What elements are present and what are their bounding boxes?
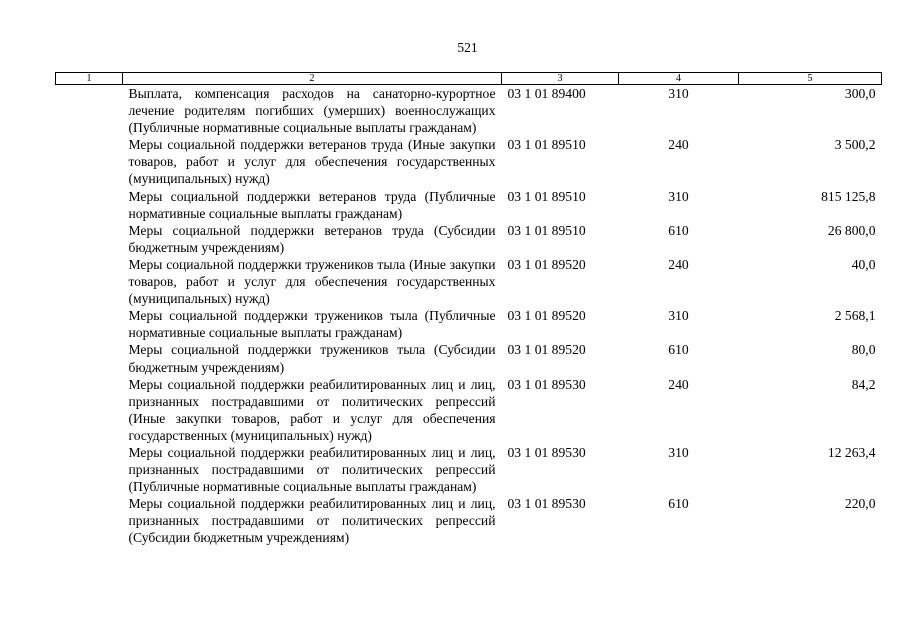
table-body <box>56 85 882 547</box>
expense-name-cell: Меры социальной поддержки тружеников тыла (Субсидии бюджетным учреждениям) <box>128 342 496 375</box>
expense-type-cell: 240 <box>668 256 689 272</box>
expense-name-cell: Выплата, компенсация расходов на санаторно-курортное лечение родителям погибших (умерших) военнослужащих (Публичные нормативные социальные выплаты гражданам) <box>128 86 496 136</box>
amount-cell: 815 125,8 <box>821 188 876 204</box>
row-index-cell <box>56 136 123 187</box>
expense-type-cell: 310 <box>668 86 689 101</box>
expense-type-cell: 240 <box>668 137 689 153</box>
expense-type-cell: 310 <box>668 188 689 204</box>
expense-type-cell: 310 <box>668 308 689 324</box>
expense-type-cell: 240 <box>668 376 689 392</box>
expense-name-cell: Меры социальной поддержки ветеранов труда (Иные закупки товаров, работ и услуг для обеспечения государственных (муниципальных) нужд) <box>128 137 496 187</box>
row-index-cell <box>56 495 123 546</box>
amount-cell: 300,0 <box>844 86 876 101</box>
row-index-cell <box>56 222 123 256</box>
amount-cell: 220,0 <box>844 496 876 512</box>
column-header-4: 4 <box>619 73 739 85</box>
target-code-cell: 03 1 01 89520 <box>507 308 586 324</box>
target-code-cell: 03 1 01 89400 <box>507 86 586 101</box>
expense-type-cell: 610 <box>668 342 689 358</box>
amount-cell: 3 500,2 <box>834 137 876 153</box>
target-code-cell: 03 1 01 89520 <box>507 342 586 358</box>
row-index-cell <box>56 444 123 495</box>
table-row <box>56 256 882 307</box>
target-code-cell: 03 1 01 89510 <box>507 188 586 204</box>
expense-type-cell: 610 <box>668 496 689 512</box>
expense-name-cell: Меры социальной поддержки ветеранов труда (Публичные нормативные социальные выплаты гражданам) <box>128 188 496 221</box>
column-header-1: 1 <box>56 73 123 85</box>
target-code-cell: 03 1 01 89510 <box>507 222 586 238</box>
header-row <box>56 73 882 85</box>
table-row <box>56 188 882 222</box>
expense-name-cell: Меры социальной поддержки тружеников тыла (Иные закупки товаров, работ и услуг для обеспечения государственных (муниципальных) нужд) <box>128 256 496 307</box>
table-row <box>56 495 882 546</box>
table-row <box>56 341 882 375</box>
table-row <box>56 85 882 137</box>
expense-name-cell: Меры социальной поддержки тружеников тыла (Публичные нормативные социальные выплаты гражданам) <box>128 308 496 341</box>
target-code-cell: 03 1 01 89530 <box>507 376 586 392</box>
table-row <box>56 307 882 341</box>
amount-cell: 80,0 <box>851 342 876 358</box>
amount-cell: 2 568,1 <box>834 308 876 324</box>
expense-type-cell: 610 <box>668 222 689 238</box>
expense-name-cell: Меры социальной поддержки реабилитированных лиц и лиц, признанных пострадавшими от политических репрессий (Субсидии бюджетным учреждениям) <box>128 496 496 546</box>
expense-name-cell: Меры социальной поддержки ветеранов труда (Субсидии бюджетным учреждениям) <box>128 222 496 255</box>
expense-name-cell: Меры социальной поддержки реабилитированных лиц и лиц, признанных пострадавшими от политических репрессий (Публичные нормативные социальные выплаты гражданам) <box>128 444 496 495</box>
amount-cell: 26 800,0 <box>827 222 876 238</box>
table-row <box>56 222 882 256</box>
column-header-3: 3 <box>502 73 619 85</box>
target-code-cell: 03 1 01 89530 <box>507 444 586 460</box>
table-row <box>56 376 882 444</box>
page-number: 521 <box>457 40 478 55</box>
target-code-cell: 03 1 01 89530 <box>507 496 586 512</box>
amount-cell: 84,2 <box>851 376 876 392</box>
expense-name-cell: Меры социальной поддержки реабилитированных лиц и лиц, признанных пострадавшими от политических репрессий (Иные закупки товаров, работ и услуг для обеспечения государственных (муниципальных) нужд) <box>128 376 496 443</box>
amount-cell: 12 263,4 <box>827 444 876 460</box>
table-row <box>56 444 882 495</box>
target-code-cell: 03 1 01 89520 <box>507 256 586 272</box>
expense-type-cell: 310 <box>668 444 689 460</box>
row-index-cell <box>56 256 123 307</box>
row-index-cell <box>56 307 123 341</box>
column-header-5: 5 <box>739 73 882 85</box>
row-index-cell <box>56 376 123 444</box>
row-index-cell <box>56 341 123 375</box>
row-index-cell <box>56 188 123 222</box>
row-index-cell <box>56 85 123 137</box>
target-code-cell: 03 1 01 89510 <box>507 137 586 153</box>
table-header <box>56 73 882 85</box>
table-row <box>56 136 882 187</box>
budget-table <box>55 72 882 547</box>
column-header-2: 2 <box>123 73 502 85</box>
amount-cell: 40,0 <box>851 256 876 272</box>
